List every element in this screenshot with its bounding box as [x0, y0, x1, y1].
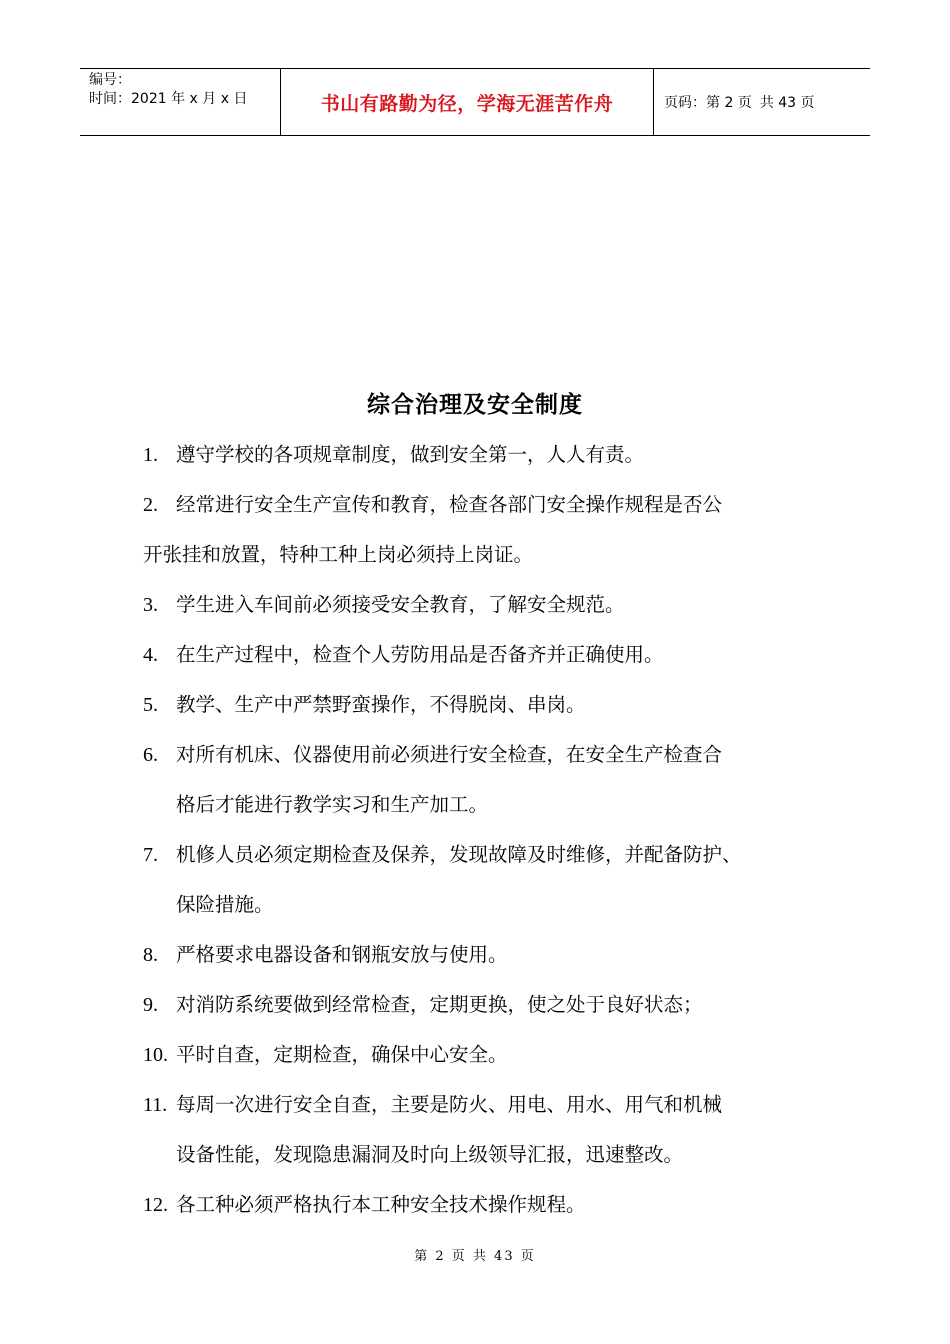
rule-text: 经常进行安全生产宣传和教育，检查各部门安全操作规程是否公	[176, 493, 723, 516]
rule-item	[143, 930, 823, 980]
rule-number: 9.	[143, 994, 158, 1016]
rule-text: 教学、生产中严禁野蛮操作，不得脱岗、串岗。	[176, 693, 586, 716]
rule-number: 6.	[143, 744, 158, 766]
rule-number: 5.	[143, 694, 158, 716]
rule-number: 10.	[143, 1044, 168, 1066]
rule-text-continued: 保险措施。	[176, 893, 274, 916]
document-title: 综合治理及安全制度	[367, 392, 583, 418]
rule-number: 12.	[143, 1194, 168, 1216]
rule-item	[143, 1180, 823, 1230]
document-number-label: 编号：	[89, 72, 131, 88]
rule-text: 对所有机床、仪器使用前必须进行安全检查，在安全生产检查合	[176, 743, 723, 766]
rule-text: 学生进入车间前必须接受安全教育，了解安全规范。	[176, 593, 625, 616]
rules-list	[143, 430, 823, 1230]
header-page-total: 共 43 页	[759, 95, 815, 111]
rule-number: 2.	[143, 494, 158, 516]
rule-item	[143, 630, 823, 680]
rule-text: 平时自查，定期检查，确保中心安全。	[176, 1043, 508, 1066]
header-meta-cell	[80, 69, 281, 135]
rule-item	[143, 730, 823, 830]
rule-item	[143, 480, 823, 580]
rule-item	[143, 680, 823, 730]
rule-item	[143, 580, 823, 630]
page-footer: 第 2 页 共 43 页	[414, 1249, 536, 1264]
rule-text-continued: 格后才能进行教学实习和生产加工。	[176, 793, 489, 816]
rule-number: 4.	[143, 644, 158, 666]
rule-text: 在生产过程中，检查个人劳防用品是否备齐并正确使用。	[176, 643, 664, 666]
rule-item	[143, 1080, 823, 1180]
rule-number: 7.	[143, 844, 158, 866]
rule-item	[143, 1030, 823, 1080]
header-motto: 书山有路勤为径，学海无涯苦作舟	[320, 92, 614, 115]
rule-text: 遵守学校的各项规章制度，做到安全第一，人人有责。	[176, 443, 645, 466]
rule-text: 各工种必须严格执行本工种安全技术操作规程。	[176, 1193, 586, 1216]
document-time-label: 时间：2021 年 x 月 x 日	[89, 91, 248, 107]
rule-number: 3.	[143, 594, 158, 616]
page-header	[80, 68, 870, 136]
header-motto-cell	[281, 69, 654, 135]
header-page-cell	[654, 69, 870, 135]
rule-number: 11.	[143, 1094, 168, 1116]
rule-text: 严格要求电器设备和钢瓶安放与使用。	[176, 943, 508, 966]
rule-item	[143, 430, 823, 480]
rule-item	[143, 980, 823, 1030]
rule-text: 每周一次进行安全自查，主要是防火、用电、用水、用气和机械	[176, 1093, 723, 1116]
rule-text: 机修人员必须定期检查及保养，发现故障及时维修，并配备防护、	[176, 843, 742, 866]
rule-text-continued: 设备性能，发现隐患漏洞及时向上级领导汇报，迅速整改。	[176, 1143, 684, 1166]
rule-item	[143, 830, 823, 930]
rule-number: 8.	[143, 944, 158, 966]
rule-number: 1.	[143, 444, 158, 466]
rule-text: 对消防系统要做到经常检查，定期更换，使之处于良好状态；	[176, 993, 703, 1016]
rule-text-continued: 开张挂和放置，特种工种上岗必须持上岗证。	[143, 543, 534, 566]
header-page-number: 页码：第 2 页	[664, 95, 752, 111]
